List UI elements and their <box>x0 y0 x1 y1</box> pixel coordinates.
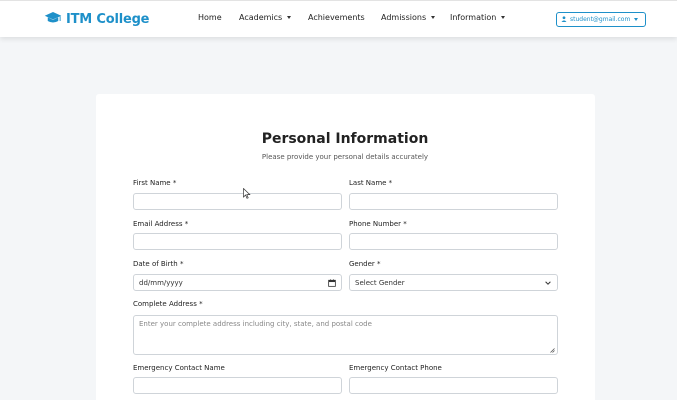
last-name-label: Last Name * <box>349 179 393 187</box>
resize-handle-icon[interactable] <box>550 347 555 352</box>
calendar-icon[interactable] <box>328 279 336 289</box>
chevron-down-icon <box>544 279 552 289</box>
first-name-input[interactable] <box>133 193 342 210</box>
user-menu-button[interactable] <box>556 12 646 27</box>
emergency-contact-phone-label: Emergency Contact Phone <box>349 364 442 372</box>
nav-admissions[interactable] <box>381 13 435 22</box>
nav-home[interactable] <box>198 13 222 22</box>
emergency-contact-name-label: Emergency Contact Name <box>133 364 225 372</box>
dob-label: Date of Birth * <box>133 260 184 268</box>
user-icon <box>561 16 567 24</box>
caret-down-icon <box>501 16 505 19</box>
nav-academics-label: Academics <box>239 13 283 22</box>
emergency-contact-name-input[interactable] <box>133 377 342 394</box>
nav-academics[interactable] <box>239 13 291 22</box>
nav-admissions-label: Admissions <box>381 13 427 22</box>
page-subtitle: Please provide your personal details accurately <box>261 153 429 161</box>
brand-logo[interactable] <box>44 10 149 29</box>
dob-value: dd/mm/yyyy <box>139 278 183 287</box>
gender-select[interactable] <box>349 274 558 291</box>
last-name-input[interactable] <box>349 193 558 210</box>
nav-home-label: Home <box>198 13 222 22</box>
caret-down-icon <box>634 18 638 21</box>
phone-input[interactable] <box>349 233 558 250</box>
nav-achievements[interactable] <box>308 13 365 22</box>
address-label: Complete Address * <box>133 300 203 308</box>
emergency-contact-phone-input[interactable] <box>349 377 558 394</box>
gender-selected-value: Select Gender <box>355 278 405 287</box>
graduation-cap-icon <box>44 10 62 29</box>
address-textarea[interactable] <box>133 315 558 355</box>
address-placeholder: Enter your complete address including city, state, and postal code <box>139 320 372 328</box>
mouse-cursor-icon <box>243 184 251 195</box>
top-navbar <box>0 0 677 37</box>
first-name-label: First Name * <box>133 179 177 187</box>
nav-information[interactable] <box>450 13 505 22</box>
nav-achievements-label: Achievements <box>308 13 365 22</box>
nav-information-label: Information <box>450 13 497 22</box>
email-input[interactable] <box>133 233 342 250</box>
gender-label: Gender * <box>349 260 381 268</box>
dob-input[interactable] <box>133 274 342 291</box>
caret-down-icon <box>431 16 435 19</box>
phone-label: Phone Number * <box>349 220 407 228</box>
email-label: Email Address * <box>133 220 189 228</box>
caret-down-icon <box>287 16 291 19</box>
user-email: student@gmail.com <box>570 16 631 23</box>
page-title: Personal Information <box>261 131 429 147</box>
brand-name: ITM College <box>66 12 150 27</box>
